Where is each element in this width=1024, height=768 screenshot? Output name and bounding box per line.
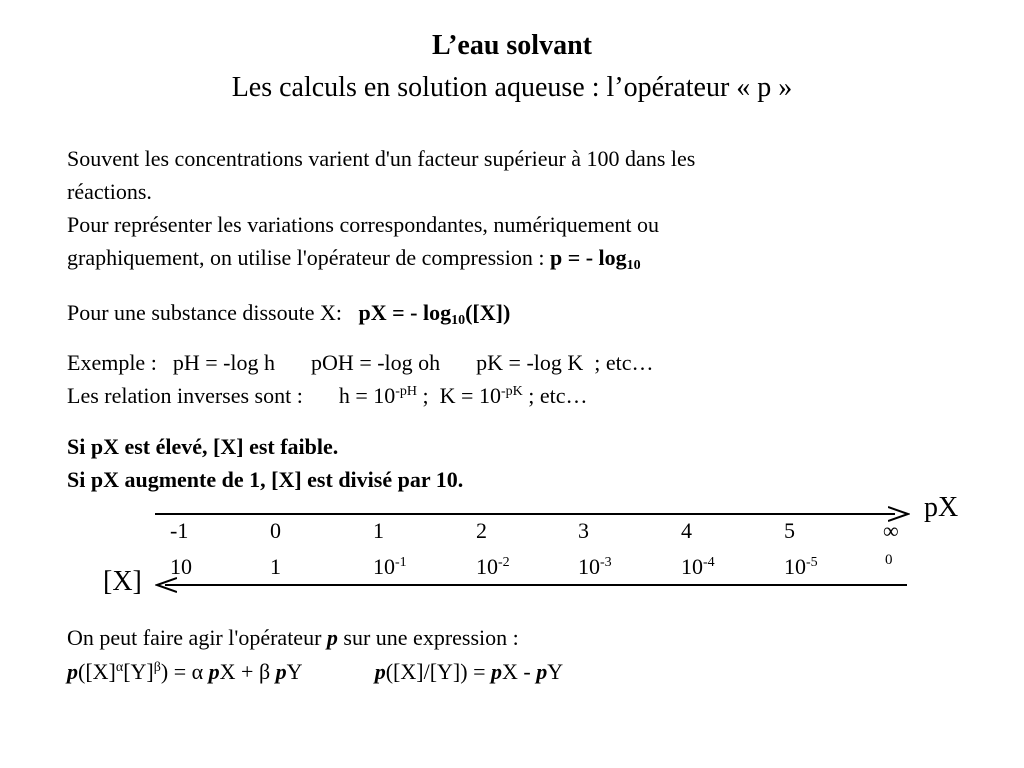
eq1-x: X + — [219, 659, 259, 684]
rule-2: Si pX augmente de 1, [X] est divisé par 10. — [67, 467, 464, 492]
beta-coefficient: β — [258, 659, 271, 684]
equation-product — [67, 659, 302, 684]
poh-definition: pOH = -log oh — [311, 350, 441, 375]
expression-equations — [67, 655, 563, 688]
k-inverse: K = 10 — [439, 383, 501, 408]
operator-subscript: 10 — [626, 258, 641, 273]
eq1-part-a: ([X] — [78, 659, 116, 684]
slide-title: L’eau solvant — [431, 30, 592, 61]
x-arrow-line — [165, 584, 907, 586]
x-value-exponent: -4 — [703, 555, 715, 570]
p-operator: p — [275, 659, 287, 684]
x-value — [170, 554, 192, 580]
equation-quotient — [375, 659, 563, 684]
x-value-exponent: -3 — [600, 555, 612, 570]
x-value — [885, 552, 893, 569]
x-value-exponent: -1 — [395, 555, 407, 570]
x-value-base: 10 — [784, 554, 806, 579]
inverse-label: Les relation inverses sont : — [67, 383, 303, 408]
p-operator: p — [208, 659, 220, 684]
px-value: ∞ — [883, 518, 899, 543]
x-value — [270, 554, 281, 580]
beta-exponent: β — [153, 660, 161, 675]
eq2-y: Y — [547, 659, 564, 684]
px-value: -1 — [170, 518, 189, 543]
x-value — [373, 554, 407, 580]
x-value-base: 10 — [170, 554, 192, 579]
px-arrow-line — [155, 513, 895, 515]
etc-text-2: ; etc… — [522, 383, 588, 408]
pk-definition: pK = -log K — [476, 350, 584, 375]
substance-text: Pour une substance dissoute X: — [67, 300, 342, 325]
px-value: 0 — [270, 518, 281, 543]
expression-intro-text: On peut faire agir l'opérateur — [67, 625, 327, 650]
x-value-base: 10 — [578, 554, 600, 579]
rule-1: Si pX est élevé, [X] est faible. — [67, 434, 339, 459]
examples-line-2 — [67, 379, 654, 412]
p-operator: p — [67, 659, 78, 684]
x-value-base: 1 — [270, 554, 281, 579]
x-value-base: 10 — [681, 554, 703, 579]
px-formula — [358, 300, 511, 328]
p-operator: p — [536, 659, 548, 684]
p-operator: p — [326, 625, 338, 650]
intro-line-3: Pour représenter les variations correspondantes, numériquement ou — [67, 212, 659, 237]
x-axis-label: [X] — [103, 566, 142, 597]
operator-text: p = - log — [549, 245, 627, 270]
ph-definition: pH = -log h — [172, 350, 276, 375]
px-value: 4 — [681, 518, 692, 543]
eq1-part-c: ) = — [160, 659, 192, 684]
px-value: 1 — [373, 518, 384, 543]
px-value: 3 — [578, 518, 589, 543]
eq2-x: X - — [502, 659, 537, 684]
expression-intro-end: sur une expression : — [337, 625, 519, 650]
alpha-exponent: α — [115, 660, 124, 675]
x-value — [578, 554, 612, 580]
eq1-y: Y — [286, 659, 302, 684]
eq1-part-b: [Y] — [123, 659, 154, 684]
x-value-exponent: -2 — [498, 555, 510, 570]
slide-subtitle: Les calculs en solution aqueuse : l’opérateur « p » — [231, 72, 793, 103]
x-value — [476, 554, 510, 580]
separator: ; — [417, 383, 429, 408]
examples-block — [67, 346, 654, 412]
px-formula-text: pX = - log — [358, 300, 452, 325]
p-operator: p — [491, 659, 502, 684]
h-inverse: h = 10 — [338, 383, 396, 408]
alpha-coefficient: α — [191, 659, 204, 684]
p-operator: p — [374, 659, 386, 684]
examples-line-1 — [67, 346, 654, 379]
px-formula-arg: ([X]) — [465, 300, 511, 325]
px-value: 2 — [476, 518, 487, 543]
x-value-base: 10 — [476, 554, 498, 579]
compression-operator — [549, 245, 641, 273]
etc-text-1: ; etc… — [594, 350, 654, 375]
rules-block — [67, 430, 463, 496]
k-exponent: -pK — [500, 384, 523, 399]
x-value-exponent: -5 — [806, 555, 818, 570]
expression-intro — [67, 621, 519, 654]
x-value — [784, 554, 818, 580]
h-exponent: -pH — [395, 384, 418, 399]
example-label: Exemple : — [67, 350, 157, 375]
eq2-part-a: ([X]/[Y]) = — [385, 659, 491, 684]
substance-line — [67, 296, 510, 329]
intro-line-2: réactions. — [67, 179, 152, 204]
intro-line-4-text: graphiquement, on utilise l'opérateur de compression : — [67, 245, 550, 270]
intro-line-1: Souvent les concentrations varient d'un facteur supérieur à 100 dans les — [67, 146, 696, 171]
x-value-base: 0 — [885, 552, 893, 568]
intro-line-4 — [67, 241, 695, 274]
x-value-base: 10 — [373, 554, 395, 579]
px-axis-label: pX — [924, 492, 959, 523]
intro-paragraph — [67, 142, 695, 274]
px-value: 5 — [784, 518, 795, 543]
x-value — [681, 554, 715, 580]
px-formula-subscript: 10 — [451, 313, 466, 328]
